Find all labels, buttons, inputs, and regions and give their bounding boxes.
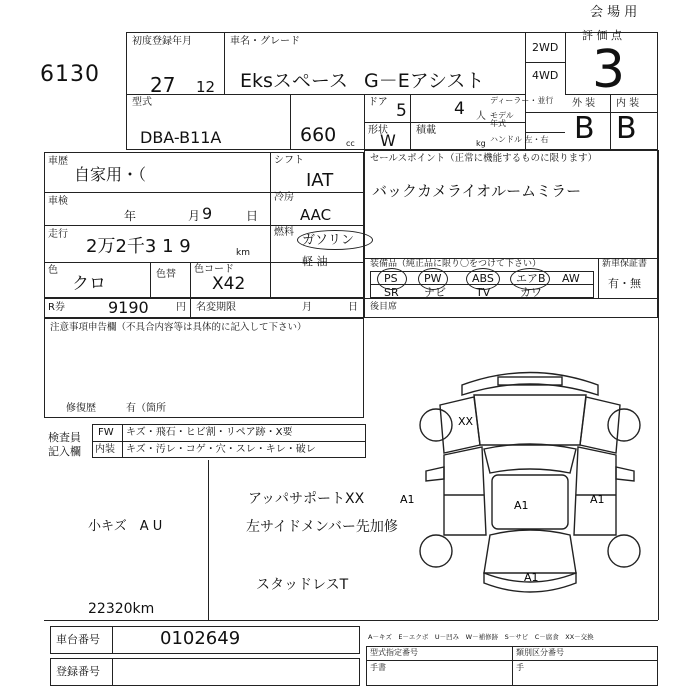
score-label: 評 価 点 [582, 29, 622, 42]
ps-circle [377, 268, 407, 290]
warranty-yes-no: 有・無 [608, 277, 641, 290]
insp-day-value: 9 [202, 204, 213, 223]
inspector-label: 検査員 [48, 431, 81, 444]
lot-number: 6130 [40, 62, 100, 87]
recycle-label: R券 [48, 302, 65, 313]
fw-label: FW [98, 427, 114, 438]
mileage-value: 2万2千3 1 9 [86, 236, 191, 257]
ac-label: 冷房 [274, 192, 294, 203]
capacity-unit: 人 [476, 111, 486, 122]
inspection-label: 車検 [48, 196, 68, 207]
name-change-label: 名変期限 [196, 302, 236, 313]
dealer-label: ディーラー・並行 [490, 96, 554, 105]
category-no-label: 類別区分番号 [516, 648, 564, 657]
reg-month: 12 [196, 78, 216, 96]
shape-label: 形状 [368, 125, 388, 136]
shift-value: IAT [306, 170, 334, 191]
fuel-value: ガソリン [302, 233, 355, 248]
displacement: 660 [300, 124, 337, 146]
grade-value: G－Eアシスト [364, 70, 485, 92]
2wd-label: 2WD [532, 41, 559, 54]
chassis-label: 車台番号 [56, 633, 100, 646]
notes-title: 注意事項申告欄（不具合内容等は具体的に記入して下さい） [50, 322, 307, 333]
entry-label: 記入欄 [48, 445, 81, 458]
mileage-label: 走行 [48, 229, 68, 240]
int-grade: B [616, 111, 637, 146]
usage-value: 自家用・（ [74, 165, 147, 184]
shape-value: W [380, 131, 396, 150]
model-designation-label: 型式指定番号 [370, 648, 418, 657]
damage-legend: A－キズ E－エクボ U－凹み W－補修跡 S－サビ C－腐食 XX－交換 [368, 633, 594, 641]
insp-year: 年 [124, 209, 137, 223]
pw-circle [418, 268, 448, 290]
ac-value: AAC [300, 206, 332, 224]
eq-kawa[interactable]: カワ [520, 286, 542, 299]
yen-label: 円 [176, 302, 186, 313]
insp-month: 月 [188, 209, 201, 223]
eq-aw[interactable]: AW [562, 272, 580, 285]
left-note: 小キズ A U [88, 519, 163, 534]
repair-label: 修復歴 [66, 403, 96, 414]
doors: 5 [396, 101, 407, 121]
color-code-label: 色コード [194, 264, 234, 275]
light-oil-label: 軽 油 [302, 255, 328, 268]
diag-a1-center: A1 [514, 499, 529, 512]
eq-ps[interactable]: PS [384, 272, 398, 285]
diag-a1-rear: A1 [524, 571, 539, 584]
kg-label: kg [476, 139, 486, 148]
airbag-circle [510, 268, 550, 290]
ext-grade: B [574, 111, 595, 146]
chassis-value: 0102649 [160, 628, 241, 649]
diag-xx: XX [458, 415, 474, 428]
reg-no-label: 登録番号 [56, 665, 100, 678]
nc-day: 日 [348, 302, 358, 313]
note-2: 左サイドメンバー先加修 [246, 519, 398, 535]
score-value: 3 [592, 40, 626, 100]
eq-airbag[interactable]: エアB [516, 272, 546, 285]
history-label: 車歴 [48, 156, 68, 167]
seats: 4 [454, 99, 465, 119]
fw-items: キズ・飛石・ヒビ割・リペア跡・X要 [126, 427, 293, 438]
hand-label: 手 [516, 663, 524, 672]
eq-abs[interactable]: ABS [472, 272, 494, 285]
cc-label: cc [346, 139, 355, 148]
repair-value: 有（箇所 [126, 403, 166, 414]
4wd-label: 4WD [532, 69, 559, 82]
eq-tv[interactable]: TV [476, 286, 491, 299]
interior-label: 内 装 [616, 98, 640, 109]
abs-circle [466, 268, 500, 290]
door-label: ドア [368, 97, 388, 108]
handwrite-label: 手書 [370, 663, 386, 672]
car-name-value: Eksスペース [240, 70, 348, 92]
color-change-label: 色替 [156, 269, 176, 280]
color-code-value: X42 [212, 274, 246, 294]
diag-a1-right: A1 [590, 493, 605, 506]
mileage-note: 22320km [88, 601, 155, 617]
recycle-value: 9190 [108, 298, 149, 317]
equipment-label: 装備品（純正品に限り〇をつけて下さい） [370, 259, 542, 269]
eq-navi[interactable]: ナビ [424, 286, 446, 299]
fuel-circle [297, 230, 373, 250]
sales-point-text: バックカメライオルームミラー [372, 182, 582, 200]
car-name-label: 車名・グレード [230, 36, 300, 47]
km-label: km [236, 248, 250, 258]
note-1: アッパサポートXX [248, 491, 365, 507]
eq-sr[interactable]: SR [384, 286, 399, 299]
venue-label: 会 場 用 [590, 5, 638, 20]
handle-label: ハンドル 左・右 [490, 135, 549, 144]
model-type-label: 型式 [132, 97, 152, 108]
int-items: キズ・汚レ・コゲ・穴・スレ・キレ・破レ [126, 444, 316, 455]
sales-point-label: セールスポイント（正常に機能するものに限ります） [370, 153, 598, 164]
model-year-label: モデル 年式 [490, 111, 514, 128]
warranty-label: 新車保証書 [602, 259, 648, 269]
insp-day: 日 [246, 209, 259, 223]
shift-label: シフト [274, 155, 304, 166]
diag-a1-left: A1 [400, 493, 415, 506]
first-reg-label: 初度登録年月 [132, 36, 192, 47]
eq-pw[interactable]: PW [424, 272, 442, 285]
int-label: 内装 [95, 444, 115, 455]
reg-year: 27 [150, 73, 176, 97]
note-3: スタッドレスT [256, 577, 349, 593]
color-label: 色 [48, 265, 58, 276]
fuel-label: 燃料 [274, 227, 294, 238]
exterior-label: 外 装 [572, 98, 596, 109]
color-value: クロ [72, 274, 106, 294]
rear-seat-label: 後目席 [370, 302, 398, 312]
load-label: 積載 [416, 125, 436, 136]
nc-month: 月 [302, 302, 312, 313]
model-code: DBA-B11A [140, 128, 222, 147]
car-damage-diagram [400, 355, 660, 615]
